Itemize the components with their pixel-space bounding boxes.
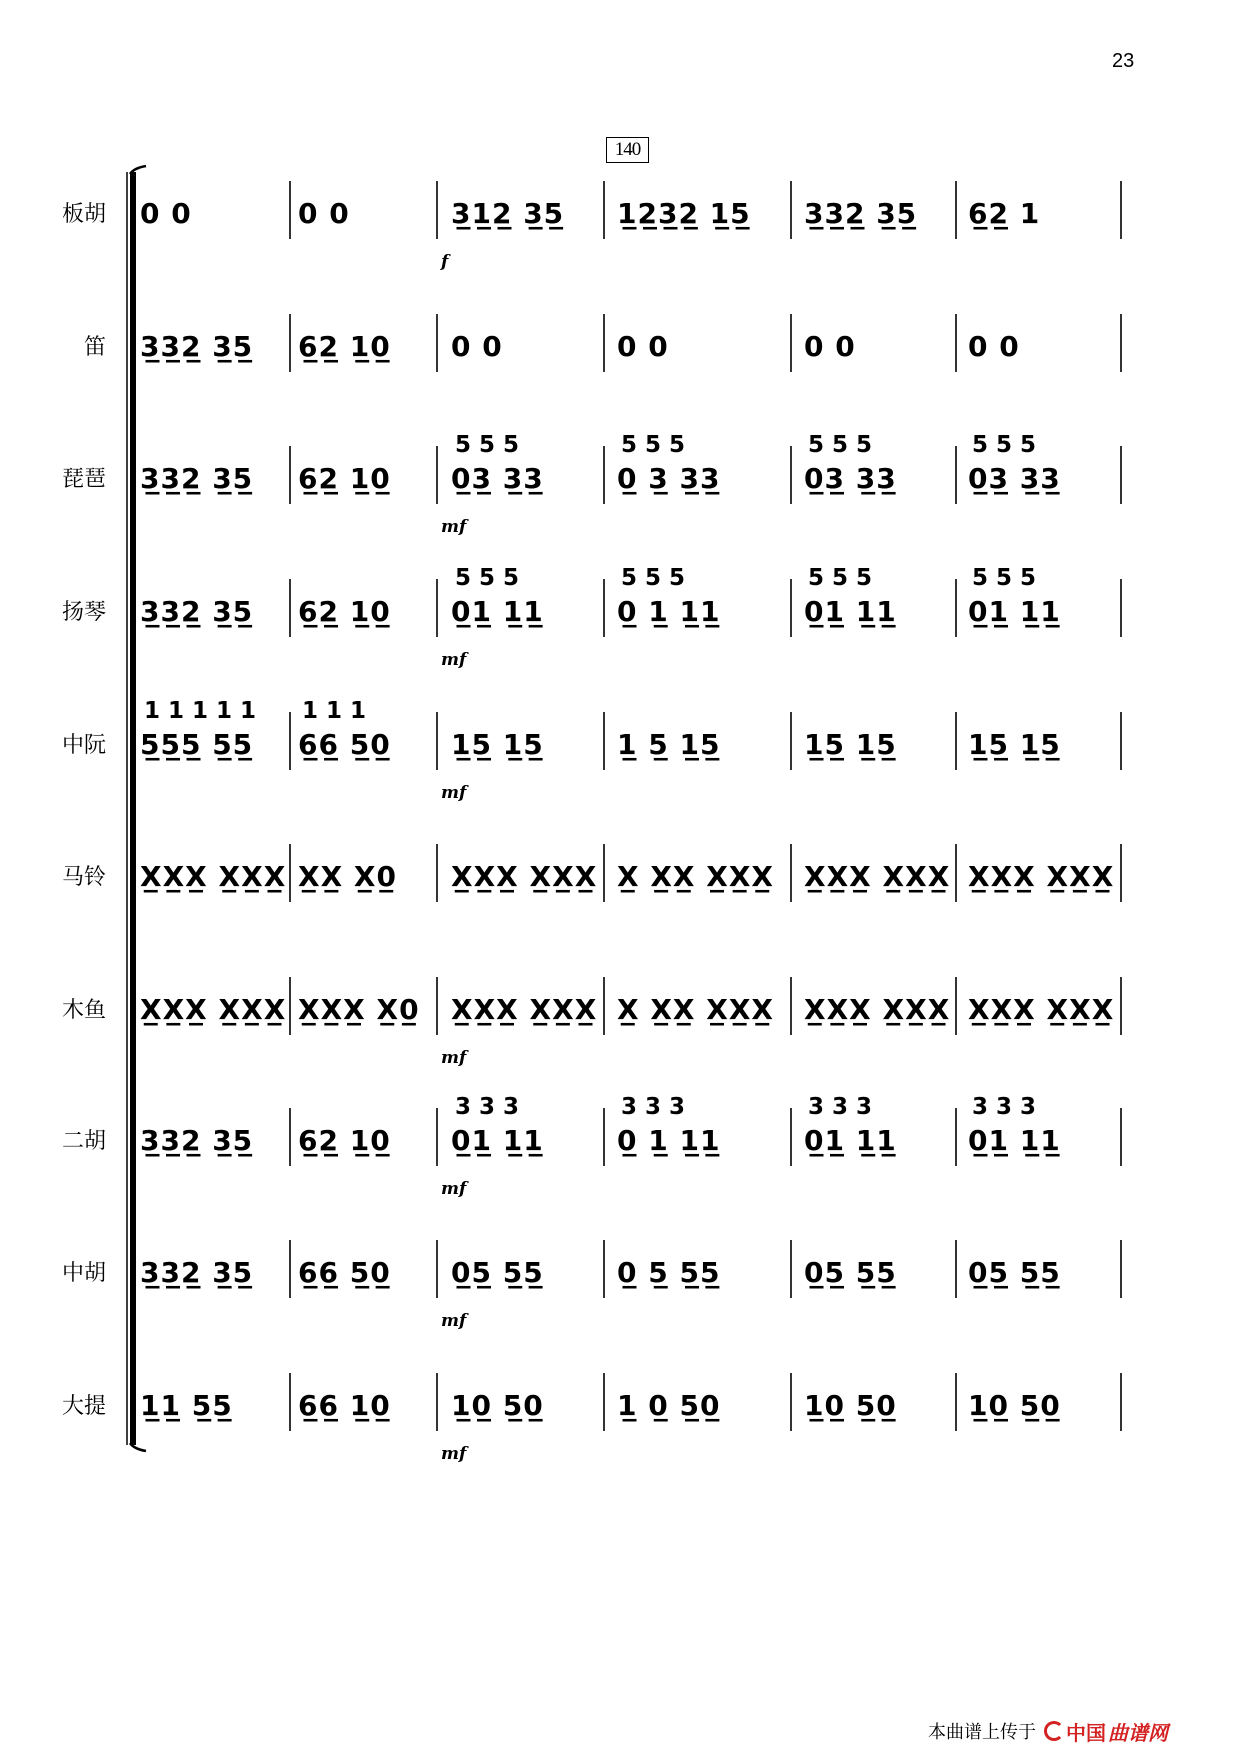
measure-notes: 0̲ 3̲ 3̲3̲ bbox=[617, 462, 721, 495]
measure-notes: 5̲5̲5̲ 5̲5̲ bbox=[140, 728, 254, 761]
dynamic-mark: mf bbox=[441, 517, 467, 537]
instrument-label: 大提 bbox=[61, 1394, 106, 1419]
measure-notes: 0̲3̲ 3̲3̲ bbox=[968, 462, 1061, 495]
measure-notes: X̲X̲X̲ X̲0̲ bbox=[298, 993, 420, 1026]
measure-notes: X̲X̲X̲ X̲X̲X̲ bbox=[804, 993, 951, 1026]
measure-notes: X̲X̲X̲ X̲X̲X̲ bbox=[451, 860, 598, 893]
instrument-label: 扬琴 bbox=[61, 600, 106, 625]
upper-note-text: 3 3 3 bbox=[972, 1094, 1037, 1120]
dynamic-mark: mf bbox=[441, 1311, 467, 1331]
measure-notes: 1̲ 0̲ 5̲0̲ bbox=[617, 1389, 721, 1422]
upper-note-text: 5 5 5 bbox=[808, 432, 873, 458]
measure-notes: 1̲1̲ 5̲5̲ bbox=[140, 1389, 233, 1422]
dynamic-mark: mf bbox=[441, 650, 467, 670]
measure-notes: 3̲3̲2̲ 3̲5̲ bbox=[140, 462, 254, 495]
measure-notes: 3̲3̲2̲ 3̲5̲ bbox=[140, 1124, 254, 1157]
measure-notes: 6̲2̲ 1̲0̲ bbox=[298, 595, 391, 628]
upper-note-text: 3 3 3 bbox=[808, 1094, 873, 1120]
measure-notes: 0 0 bbox=[451, 330, 503, 363]
measure-notes: 1̲0̲ 5̲0̲ bbox=[804, 1389, 897, 1422]
measure-notes: 0 0 bbox=[968, 330, 1020, 363]
upper-note-text: 3 3 3 bbox=[455, 1094, 520, 1120]
measure-notes: 0̲5̲ 5̲5̲ bbox=[804, 1256, 897, 1289]
dynamic-mark: mf bbox=[441, 1444, 467, 1464]
measure-notes: 1̲0̲ 5̲0̲ bbox=[968, 1389, 1061, 1422]
measure-notes: 0̲3̲ 3̲3̲ bbox=[804, 462, 897, 495]
measure-notes: 0̲1̲ 1̲1̲ bbox=[804, 595, 897, 628]
measure-notes: X̲X̲X̲ X̲X̲X̲ bbox=[140, 993, 287, 1026]
measure-notes: 0 0 bbox=[617, 330, 669, 363]
measure-notes: 3̲3̲2̲ 3̲5̲ bbox=[140, 330, 254, 363]
measure-notes: 1̲5̲ 1̲5̲ bbox=[804, 728, 897, 761]
measure-notes: 6̲6̲ 5̲0̲ bbox=[298, 1256, 391, 1289]
upper-note-text: 3 3 3 bbox=[621, 1094, 686, 1120]
instrument-label: 中胡 bbox=[61, 1261, 106, 1286]
upper-note-text: 5 5 5 bbox=[621, 565, 686, 591]
dynamic-mark: mf bbox=[441, 1179, 467, 1199]
measure-notes: 0 0 bbox=[298, 197, 350, 230]
upper-note-text: 5 5 5 bbox=[808, 565, 873, 591]
measure-notes: 0̲ 5̲ 5̲5̲ bbox=[617, 1256, 721, 1289]
measure-notes: 3̲1̲2̲ 3̲5̲ bbox=[451, 197, 565, 230]
measure-notes: 0̲1̲ 1̲1̲ bbox=[968, 595, 1061, 628]
footer-text: 本曲谱上传于 bbox=[928, 1722, 1036, 1742]
measure-notes: 1̲ 5̲ 1̲5̲ bbox=[617, 728, 721, 761]
upper-note-text: 1 1 1 1 1 bbox=[144, 698, 257, 724]
measure-notes: 6̲2̲ 1̲0̲ bbox=[298, 462, 391, 495]
dynamic-mark: f bbox=[441, 252, 449, 272]
measure-notes: 3̲3̲2̲ 3̲5̲ bbox=[804, 197, 918, 230]
measure-notes: 1̲5̲ 1̲5̲ bbox=[968, 728, 1061, 761]
measure-notes: X̲X̲ X̲0̲ bbox=[298, 860, 397, 893]
measure-notes: 6̲2̲ 1 bbox=[968, 197, 1041, 230]
measure-notes: 3̲3̲2̲ 3̲5̲ bbox=[140, 595, 254, 628]
measure-notes: X̲X̲X̲ X̲X̲X̲ bbox=[968, 993, 1115, 1026]
measure-notes: 0̲1̲ 1̲1̲ bbox=[451, 1124, 544, 1157]
rehearsal-mark: 140 bbox=[606, 137, 649, 163]
measure-notes: X̲X̲X̲ X̲X̲X̲ bbox=[451, 993, 598, 1026]
measure-notes: 0̲1̲ 1̲1̲ bbox=[804, 1124, 897, 1157]
measure-notes: X̲X̲X̲ X̲X̲X̲ bbox=[804, 860, 951, 893]
instrument-label: 琵琶 bbox=[61, 467, 106, 492]
measure-notes: 0 0 bbox=[140, 197, 192, 230]
dynamic-mark: mf bbox=[441, 783, 467, 803]
measure-notes: 0̲3̲ 3̲3̲ bbox=[451, 462, 544, 495]
instrument-label: 中阮 bbox=[61, 733, 106, 758]
logo-icon bbox=[1044, 1721, 1064, 1741]
dynamic-mark: mf bbox=[441, 1048, 467, 1068]
measure-notes: 0̲ 1̲ 1̲1̲ bbox=[617, 595, 721, 628]
upper-note-text: 5 5 5 bbox=[972, 432, 1037, 458]
instrument-label: 板胡 bbox=[61, 202, 106, 227]
logo-text-b: 曲谱网 bbox=[1108, 1722, 1168, 1745]
measure-notes: 6̲2̲ 1̲0̲ bbox=[298, 1124, 391, 1157]
measure-notes: 0̲5̲ 5̲5̲ bbox=[451, 1256, 544, 1289]
instrument-label: 马铃 bbox=[61, 865, 106, 890]
measure-notes: X̲ X̲X̲ X̲X̲X̲ bbox=[617, 993, 775, 1026]
measure-notes: 6̲6̲ 1̲0̲ bbox=[298, 1389, 391, 1422]
measure-notes: 0̲1̲ 1̲1̲ bbox=[968, 1124, 1061, 1157]
page-number: 23 bbox=[1112, 50, 1135, 72]
footer bbox=[928, 1718, 1168, 1744]
system-bracket-bottom bbox=[130, 1443, 146, 1451]
measure-notes: 1̲2̲3̲2̲ 1̲5̲ bbox=[617, 197, 751, 230]
upper-note-text: 5 5 5 bbox=[621, 432, 686, 458]
measure-notes: 0̲5̲ 5̲5̲ bbox=[968, 1256, 1061, 1289]
instrument-label: 二胡 bbox=[61, 1129, 106, 1154]
measure-notes: 6̲2̲ 1̲0̲ bbox=[298, 330, 391, 363]
measure-notes: 0 0 bbox=[804, 330, 856, 363]
measure-notes: 0̲1̲ 1̲1̲ bbox=[451, 595, 544, 628]
upper-note-text: 5 5 5 bbox=[455, 565, 520, 591]
instrument-label: 笛 bbox=[83, 335, 106, 360]
instrument-label: 木鱼 bbox=[61, 998, 106, 1023]
measure-notes: 1̲0̲ 5̲0̲ bbox=[451, 1389, 544, 1422]
upper-note-text: 1 1 1 bbox=[302, 698, 367, 724]
measure-notes: 6̲6̲ 5̲0̲ bbox=[298, 728, 391, 761]
upper-note-text: 5 5 5 bbox=[455, 432, 520, 458]
measure-notes: X̲X̲X̲ X̲X̲X̲ bbox=[140, 860, 287, 893]
upper-note-text: 5 5 5 bbox=[972, 565, 1037, 591]
measure-notes: 0̲ 1̲ 1̲1̲ bbox=[617, 1124, 721, 1157]
site-logo[interactable] bbox=[1044, 1717, 1168, 1746]
system-bracket-top bbox=[130, 166, 146, 174]
measure-notes: X̲ X̲X̲ X̲X̲X̲ bbox=[617, 860, 775, 893]
logo-text-a: 中国 bbox=[1066, 1720, 1106, 1745]
measure-notes: 3̲3̲2̲ 3̲5̲ bbox=[140, 1256, 254, 1289]
measure-notes: X̲X̲X̲ X̲X̲X̲ bbox=[968, 860, 1115, 893]
measure-notes: 1̲5̲ 1̲5̲ bbox=[451, 728, 544, 761]
